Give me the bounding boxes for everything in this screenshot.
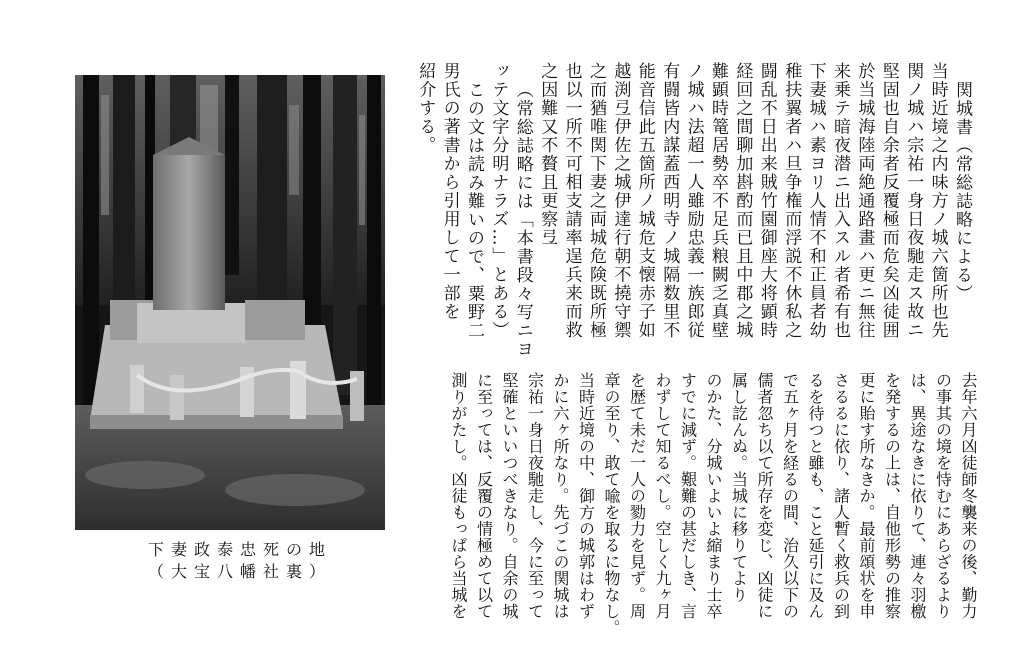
intro-column: 紹介する。	[415, 62, 436, 155]
intro-column: この文は読み難いので、粟野二	[464, 80, 484, 340]
translation-text-column: さるるに依り、諸人暫く救兵の到	[831, 372, 851, 620]
photo-caption-location: （大宝八幡社裏）	[147, 562, 332, 581]
translation-text-column: 去年六月凶徒師冬襲来の後、勤力	[959, 372, 978, 620]
note-column: ッテ文字分明ナラズ…」とある）	[488, 62, 509, 340]
intro-column: 男氏の著書から引用して一部を	[439, 62, 460, 321]
translation-text-column: かに六ヶ所なり。先づこの関城は	[551, 372, 570, 620]
classical-text-column: 闘乱不日出来賊竹園御座大将顕時	[756, 62, 777, 340]
translation-text-column: るを待つと雖も、こと延引に及ん	[806, 372, 825, 620]
classical-text-column: 関ノ城ハ宗祐一身日夜馳走ス故ニ	[903, 62, 924, 340]
classical-text-column: 当時近境之内味方ノ城六箇所也先	[927, 62, 948, 340]
translation-text-column: 測りがたし。凶徒もっぱら当城を	[449, 372, 468, 620]
classical-text-column: 之因難又不贅且更察弖	[537, 62, 558, 247]
classical-text-column: 也以一所不可相支請率逞兵来而救	[561, 62, 582, 340]
classical-text-column: 於当城海陸両絶通路畫ハ更ニ無往	[854, 62, 875, 340]
translation-text-column: 更に貽す所なきか。最前頌状を申	[857, 372, 876, 620]
translation-text-column: は、異途なきに依りて、連々羽檄	[908, 372, 927, 620]
classical-text-column: 堅固也自余者反覆極而危矣凶徒囲	[878, 62, 899, 340]
translation-text-column: 当時近境の中、御方の城郭はわず	[576, 372, 596, 620]
translation-text-column: を歴て未だ一人の勠力を見ず。周	[627, 372, 647, 620]
translation-text-column: 章の至り、敢て喩を取るに物なし。	[602, 372, 621, 636]
classical-text-column: ノ城ハ法超一人雖励忠義一族郎従	[683, 62, 704, 340]
classical-text-column: 経回之間聊加斟酌而已且中郡之城	[732, 62, 753, 340]
photo-caption-title: 下妻政泰忠死の地	[147, 540, 332, 559]
translation-text-column: を発するの上は、自他形勢の推察	[882, 372, 902, 620]
translation-text-column: 宗祐一身日夜馳走し、今に至って	[525, 372, 545, 620]
classical-text-column: 越渕弖伊佐之城伊達行朝不撓守禦	[610, 62, 631, 340]
classical-text-column: 難顕時篭居勢卒不足兵粮闕乏真壁	[708, 62, 728, 340]
translation-text-column: に至っては、反覆の情極めて以て	[474, 372, 494, 620]
classical-text-column: 能音信此五箇所ノ城危支懐赤子如	[634, 62, 655, 340]
translation-text-column: で五ヶ月を経るの間、治久以下の	[780, 372, 800, 620]
translation-text-column: 堅確といいつべきなり。自余の城	[500, 372, 519, 620]
translation-text-column: 属し訖んぬ。当城に移りてより	[729, 372, 749, 603]
classical-text-column: 来乗テ暗夜潜ニ出入スル者希有也	[830, 62, 850, 340]
note-column: （常総誌略には「本書段々写ニヨ	[512, 80, 533, 358]
photo-grave-site	[75, 75, 385, 530]
classical-text-column: 下妻城ハ素ヨリ人情不和正員者幼	[805, 62, 826, 340]
section-title: 関城書（常総誌略による）	[952, 80, 972, 303]
translation-text-column: わずして知るべし。空しく九ヶ月	[653, 372, 672, 620]
translation-text-column: すでに減ず。艱難の甚だしき、言	[678, 372, 698, 620]
classical-text-column: 有闘皆内謀蓋西明寺ノ城隔数里不	[659, 62, 680, 340]
classical-text-column: 之而猶唯関下妻之両城危険既所極	[586, 62, 606, 340]
classical-text-column: 稚扶翼者ハ旦争権而浮説不休私之	[781, 62, 802, 340]
translation-text-column: 儒者忽ち以て所存を変じ、凶徒に	[755, 372, 774, 620]
translation-text-column: のかた、分城いよいよ縮まり士卒	[704, 372, 723, 620]
translation-text-column: の事其の境を恃むにあらざるより	[933, 372, 953, 620]
